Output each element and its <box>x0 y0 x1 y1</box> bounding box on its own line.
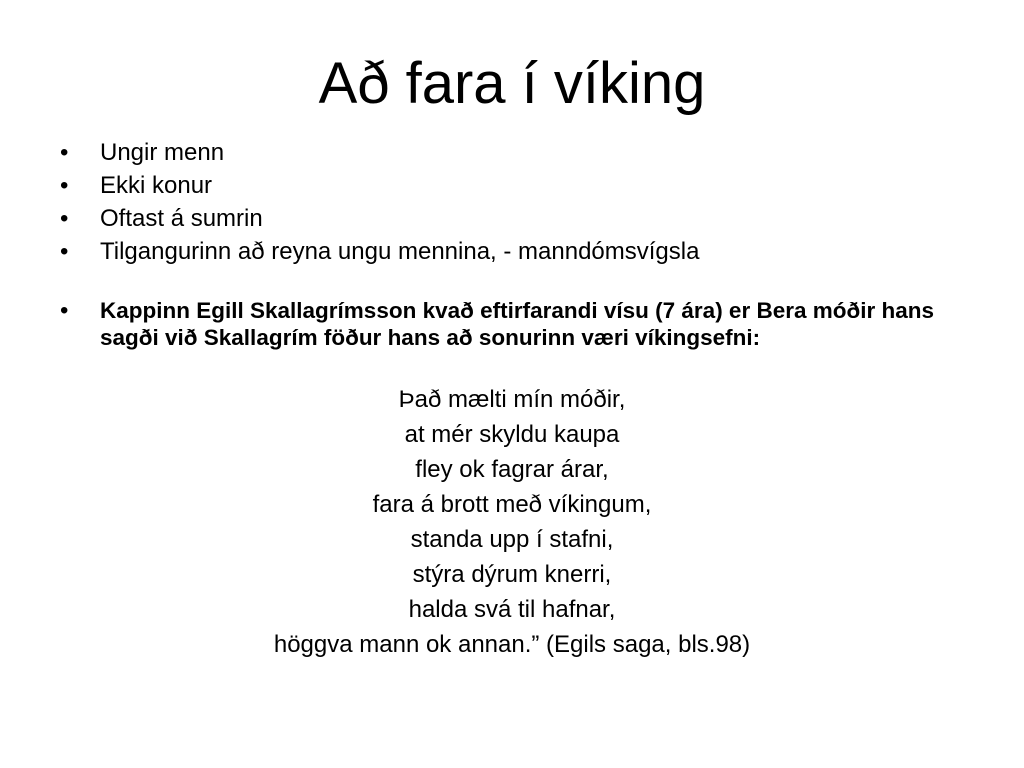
poem-line: fara á brott með víkingum, <box>372 491 652 518</box>
poem <box>0 382 1024 662</box>
bullet-text: Ekki konur <box>100 172 213 199</box>
bullet-text: Tilgangurinn að reyna ungu mennina, - manndómsvígsla <box>100 238 700 265</box>
slide-title: Að fara í víking <box>318 51 706 116</box>
poem-line: halda svá til hafnar, <box>408 596 616 623</box>
bullet-glyph: • <box>60 238 69 265</box>
poem-line: höggva mann ok annan.” (Egils saga, bls.98) <box>273 631 751 658</box>
poem-line: fley ok fagrar árar, <box>415 456 609 483</box>
bullet-glyph: • <box>60 297 69 324</box>
bullet-glyph: • <box>60 205 69 232</box>
bullet-text: Ungir menn <box>100 139 225 166</box>
bullet-item <box>56 235 956 268</box>
bullet-glyph: • <box>60 172 69 199</box>
poem-line: stýra dýrum knerri, <box>412 561 612 588</box>
bold-bullet-list <box>56 297 956 351</box>
bullet-item <box>56 136 956 169</box>
bullet-item <box>56 202 956 235</box>
bullet-item <box>56 169 956 202</box>
bold-bullet-item <box>56 297 956 351</box>
poem-line: standa upp í stafni, <box>410 526 614 553</box>
bullet-text: Oftast á sumrin <box>100 205 263 232</box>
poem-line: at mér skyldu kaupa <box>404 421 620 448</box>
bold-bullet-text: Kappinn Egill Skallagrímsson kvað eftirfarandi vísu (7 ára) er Bera móðir hans sagði við Skallagrím föður hans að sonurinn væri víkingsefni: <box>100 298 935 350</box>
bullet-list <box>56 136 956 268</box>
bullet-glyph: • <box>60 139 69 166</box>
poem-line: Það mælti mín móðir, <box>398 386 626 413</box>
